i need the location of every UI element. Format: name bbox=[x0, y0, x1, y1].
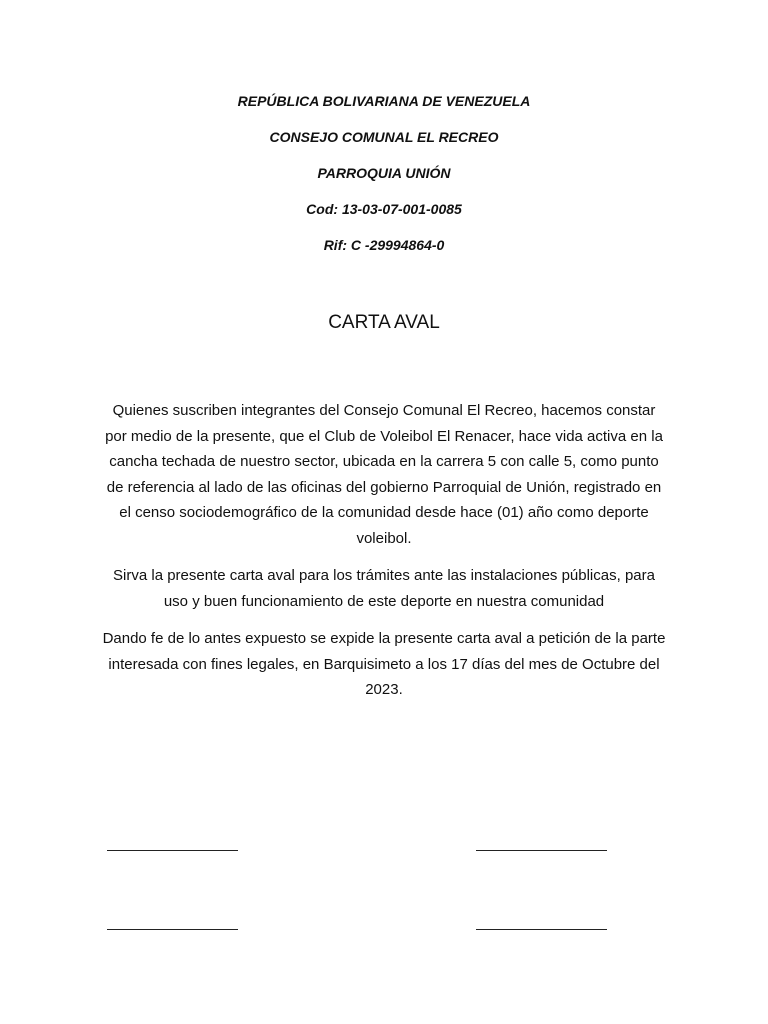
parish-name: PARROQUIA UNIÓN bbox=[317, 165, 451, 181]
letterhead bbox=[0, 92, 768, 272]
signature-line-left-1 bbox=[107, 850, 238, 851]
letter-body bbox=[100, 398, 668, 715]
council-rif: Rif: C -29994864-0 bbox=[323, 237, 445, 253]
document-title: CARTA AVAL bbox=[328, 312, 440, 333]
paragraph-closing: Dando fe de lo antes expuesto se expide la presente carta aval a petición de la parte interesada con fines legales, en Barquisimeto a los 17 días del mes de Octubre del 2023. bbox=[102, 630, 666, 698]
signature-line-right-2 bbox=[476, 929, 607, 930]
council-code: Cod: 13-03-07-001-0085 bbox=[306, 201, 462, 217]
signature-line-right-1 bbox=[476, 850, 607, 851]
country-name: REPÚBLICA BOLIVARIANA DE VENEZUELA bbox=[237, 93, 531, 109]
council-name: CONSEJO COMUNAL EL RECREO bbox=[269, 129, 499, 145]
paragraph-purpose: Sirva la presente carta aval para los trámites ante las instalaciones públicas, para uso y buen funcionamiento de este deporte en nuestra comunidad bbox=[113, 567, 655, 610]
signature-line-left-2 bbox=[107, 929, 238, 930]
paragraph-statement: Quienes suscriben integrantes del Consejo Comunal El Recreo, hacemos constar por medio de la presente, que el Club de Voleibol El Renacer, hace vida activa en la cancha techada de nuestro sector, ubicada en la carrera 5 con calle 5, como punto de referencia al lado de las oficinas del gobierno Parroquial de Unión, registrado en el censo sociodemográfico de la comunidad desde hace (01) año como deporte voleibol. bbox=[105, 402, 663, 547]
